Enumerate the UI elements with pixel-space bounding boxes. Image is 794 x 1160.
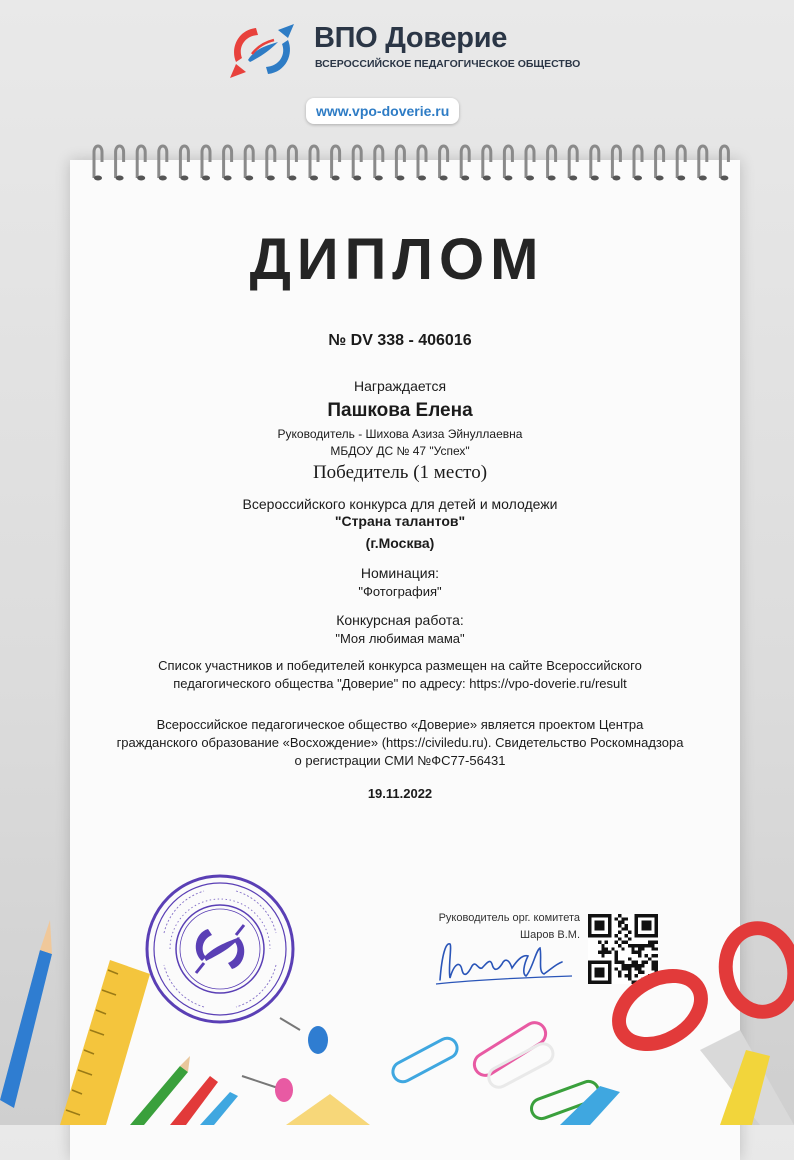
spiral-ring: [137, 146, 145, 178]
handwritten-signature-icon: [432, 934, 592, 994]
brand-subtitle: ВСЕРОССИЙСКОЕ ПЕДАГОГИЧЕСКОЕ ОБЩЕСТВО: [315, 58, 581, 70]
brand-title: ВПО Доверие: [314, 22, 508, 54]
binding-hole: [656, 176, 664, 181]
organization-line: МБДОУ ДС № 47 "Успех": [330, 444, 470, 458]
work-value: "Моя любимая мама": [335, 631, 465, 646]
spiral-ring: [353, 146, 361, 178]
binding-hole: [375, 176, 383, 181]
binding-hole: [180, 176, 188, 181]
binding-hole: [353, 176, 361, 181]
spiral-ring: [569, 146, 577, 178]
spiral-ring: [418, 146, 426, 178]
binding-hole: [159, 176, 167, 181]
spiral-ring: [461, 146, 469, 178]
spiral-ring: [634, 146, 642, 178]
binding-hole: [720, 176, 728, 181]
spiral-ring: [483, 146, 491, 178]
binding-hole: [699, 176, 707, 181]
spiral-ring: [288, 146, 296, 178]
binding-hole: [612, 176, 620, 181]
recipient-name: Пашкова Елена: [327, 400, 473, 421]
diploma-title: ДИПЛОМ: [249, 227, 545, 292]
spiral-ring: [332, 146, 340, 178]
contest-line: Всероссийского конкурса для детей и молодежи: [242, 496, 558, 512]
society-info: Всероссийское педагогическое общество «Доверие» является проектом Центра гражданского образование «Восхождение» (https://civiledu.ru). Свидетельство Роскомнадзора о регистрации СМИ №ФС77-56431: [116, 717, 684, 768]
pencil-icon: [0, 920, 52, 1108]
spiral-ring: [440, 146, 448, 178]
vpo-logo-icon: [226, 20, 298, 82]
binding-hole: [245, 176, 253, 181]
binding-hole: [137, 176, 145, 181]
place-line: Победитель (1 место): [312, 462, 488, 483]
binding-hole: [461, 176, 469, 181]
spiral-ring: [591, 146, 599, 178]
contest-name: "Страна талантов": [334, 513, 466, 529]
awarded-label: Награждается: [353, 378, 447, 394]
signature-name: Шаров В.М.: [520, 929, 580, 941]
spiral-ring: [720, 146, 728, 178]
issue-date: 19.11.2022: [367, 786, 433, 801]
binding-hole: [288, 176, 296, 181]
binding-hole: [591, 176, 599, 181]
binding-hole: [526, 176, 534, 181]
spiral-ring: [180, 146, 188, 178]
binding-hole: [396, 176, 404, 181]
spiral-ring: [375, 146, 383, 178]
spiral-ring: [677, 146, 685, 178]
binding-hole: [483, 176, 491, 181]
spiral-ring: [202, 146, 210, 178]
spiral-ring: [396, 146, 404, 178]
spiral-ring: [159, 146, 167, 178]
spiral-binding: [86, 142, 736, 186]
spiral-ring: [116, 146, 124, 178]
spiral-ring: [526, 146, 534, 178]
signature-title: Руководитель орг. комитета: [438, 912, 580, 924]
binding-hole: [440, 176, 448, 181]
binding-hole: [267, 176, 275, 181]
binding-hole: [224, 176, 232, 181]
spiral-ring: [310, 146, 318, 178]
spiral-ring: [612, 146, 620, 178]
leader-line: Руководитель - Шихова Азиза Эйнуллаевна: [277, 427, 523, 441]
spiral-ring: [548, 146, 556, 178]
spiral-ring: [267, 146, 275, 178]
binding-hole: [94, 176, 102, 181]
spiral-ring: [94, 146, 102, 178]
spiral-ring: [245, 146, 253, 178]
binding-hole: [548, 176, 556, 181]
stamp-seal-icon: [144, 873, 296, 1025]
nomination-label: Номинация:: [360, 565, 440, 581]
participants-list-info: Список участников и победителей конкурса размещен на сайте Всероссийского педагогического общества "Доверие" по адресу: https://vpo-doverie.ru/result: [158, 658, 642, 691]
binding-hole: [332, 176, 340, 181]
binding-hole: [569, 176, 577, 181]
binding-hole: [418, 176, 426, 181]
contest-city: (г.Москва): [365, 535, 435, 551]
binding-hole: [202, 176, 210, 181]
diploma-number: № DV 338 - 406016: [328, 332, 472, 349]
binding-hole: [310, 176, 318, 181]
site-url-link[interactable]: www.vpo-doverie.ru: [306, 98, 459, 124]
spiral-ring: [504, 146, 512, 178]
work-label: Конкурсная работа:: [336, 612, 464, 628]
qr-code-icon[interactable]: [588, 914, 658, 984]
spiral-ring: [656, 146, 664, 178]
binding-hole: [634, 176, 642, 181]
spiral-ring: [224, 146, 232, 178]
binding-hole: [504, 176, 512, 181]
spiral-ring: [699, 146, 707, 178]
binding-hole: [116, 176, 124, 181]
nomination-value: "Фотография": [358, 584, 442, 599]
header: [0, 0, 794, 140]
binding-hole: [677, 176, 685, 181]
